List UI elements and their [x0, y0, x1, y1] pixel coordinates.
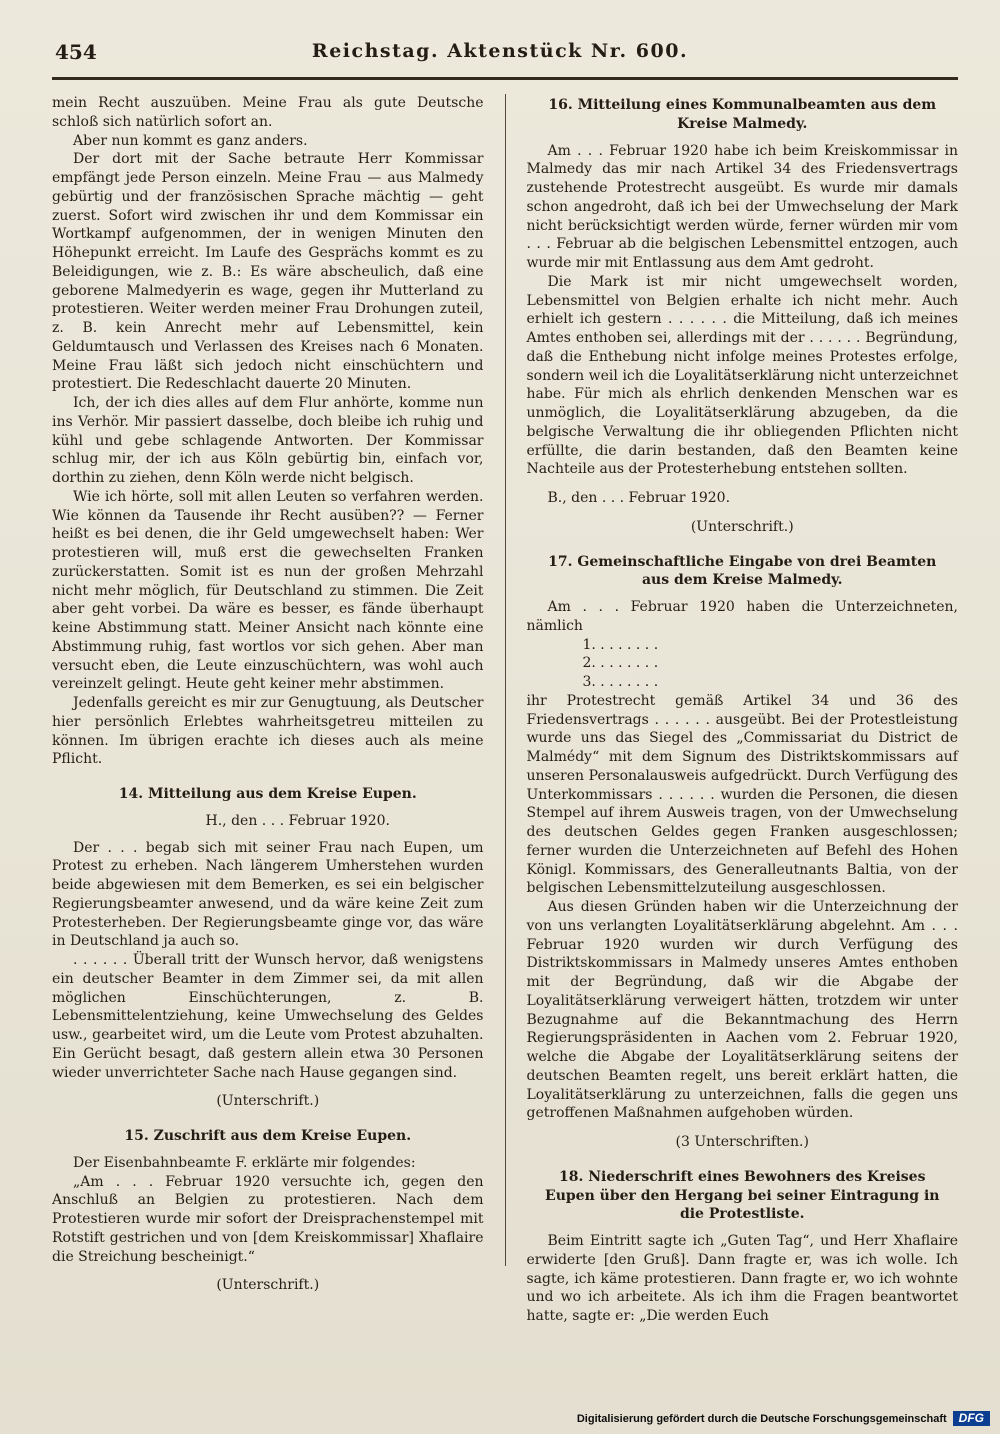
- page-number: 454: [55, 40, 97, 64]
- section-16-signature: (Unterschrift.): [690, 518, 794, 535]
- paragraph: Die Mark ist mir nicht umgewechselt worden, Lebensmittel von Belgien erhalte ich nicht mehr. Auch erhielt ich gestern . . . . . . die Mitteilung, daß ich meines Amtes enthoben sei, allerdings mit der . . . . . . Begründung, daß die Enthebung nicht infolge meines Protestes erfolge, sondern weil ich die Loyalitätserklärung nicht unterzeichnet habe. Für mich als ehrlich denkenden Menschen war es unmöglich, die Loyalitätserklärung abzugeben, da die belgische Verwaltung die ihr obliegenden Pflichten nicht erfüllte, die darin bestanden, daß den Beamten keine Nachteile aus der Protesterhebung entstehen sollten.: [526, 273, 958, 478]
- section-16-dateline: B., den . . . Februar 1920.: [547, 490, 731, 506]
- paragraph: mein Recht auszuüben. Meine Frau als gute Deutsche schloß sich natürlich sofort an.: [52, 95, 484, 130]
- footer-text: Digitalisierung gefördert durch die Deutsche Forschungsgemeinschaft: [576, 1412, 947, 1425]
- section-17-heading: 17. Gemeinschaftliche Eingabe von drei Beamten aus dem Kreise Malmedy.: [548, 553, 937, 589]
- section-17-signature: (3 Unterschriften.): [675, 1134, 809, 1150]
- paragraph: Beim Eintritt sagte ich „Guten Tag“, und Herr Xhaflaire erwiderte [den Gruß]. Dann fragte er, was ich wolle. Ich sagte, ich käme protestieren. Dann fragte er, wo ich wohnte und wo ich arbeitete. Als ich ihm die Fragen beantwortet hatte, sagte er: „Die werden Euch: [526, 1233, 958, 1324]
- section-14-signature: (Unterschrift.): [216, 1093, 320, 1110]
- section-15-signature: (Unterschrift.): [216, 1277, 320, 1294]
- paragraph: Der Eisenbahnbeamte F. erklärte mir folgendes:: [73, 1154, 416, 1171]
- section-14-heading: 14. Mitteilung aus dem Kreise Eupen.: [118, 786, 417, 802]
- right-column: [506, 94, 959, 1326]
- paragraph: . . . . . . Überall tritt der Wunsch hervor, daß wenigstens ein deutscher Beamter in dem Zimmer sei, da mit allen möglichen Einschüchterungen, z. B. Lebensmittelentziehung, keine Umwechselung des Geldes usw., gearbeitet wird, um die Leute vom Protest abzuhalten. Ein Gerücht besagt, daß gestern allein etwa 30 Personen wieder unverrichteter Sache nach Hause gegangen sind.: [52, 952, 484, 1081]
- page-header: [0, 0, 1000, 70]
- digitization-footer: [577, 1411, 990, 1426]
- list-item: 3. . . . . . . .: [582, 674, 659, 690]
- paragraph: Wie ich hörte, soll mit allen Leuten so verfahren werden. Wie können da Tausende ihr Recht ausüben?? — Ferner heißt es bei denen, die ihr Geld umgewechselt haben: Wer protestieren will, muß erst die gewechselten Franken zurückerstatten. Somit ist es nun der großen Mehrzahl nicht mehr möglich, für Deutschland zu stimmen. Die Zeit aber geht vorbei. Da wäre es besser, es fände überhaupt keine Abstimmung statt. Meiner Ansicht nach könnte eine Abstimmung ruhig, fast wortlos vor sich gehen. Aber man versucht eben, die Leute einzuschüchtern, was wohl auch vereinzelt gelingt. Heute geht keiner mehr abstimmen.: [52, 488, 484, 693]
- list-item: 2. . . . . . . .: [582, 655, 659, 672]
- two-column-body: [0, 80, 1000, 1326]
- paragraph: Jedenfalls gereicht es mir zur Genugtuung, als Deutscher hier persönlich Erlebtes wahrheitsgetreu mitteilen zu können. Im übrigen erachte ich dieses auch als meine Pflicht.: [52, 695, 484, 768]
- paragraph: Am . . . Februar 1920 habe ich beim Kreiskommissar in Malmedy das mir nach Artikel 34 des Friedensvertrags zustehende Protestrecht ausgeübt. Es wurde mir damals schon angedroht, daß ich bei der Umwechselung der Mark nicht berücksichtigt werden würde, ferner würden mir vom . . . Februar ab die belgischen Lebensmittel entzogen, auch wurde mir mit Entlassung aus dem Amt gedroht.: [526, 142, 958, 271]
- paragraph: Aber nun kommt es ganz anders.: [73, 132, 308, 149]
- paragraph: „Am . . . Februar 1920 versuchte ich, gegen den Anschluß an Belgien zu protestieren. Nach dem Protestieren wurde mir sofort der Dreisprachenstempel mit Rotstift gestrichen und von [dem Kreiskommissar] Xhaflaire die Streichung bescheinigt.“: [52, 1173, 484, 1265]
- paragraph: Ich, der ich dies alles auf dem Flur anhörte, komme nun ins Verhör. Mir passiert dasselbe, doch bleibe ich ruhig und kühl und gebe schlagende Antworten. Der Kommissar schlug mir, der ich aus Köln gebürtig bin, einfach vor, dorthin zu ziehen, denn Köln werde nicht belgisch.: [52, 395, 484, 486]
- list-item: 1. . . . . . . .: [582, 636, 659, 653]
- left-column: [52, 94, 505, 1326]
- paragraph: Am . . . Februar 1920 haben die Unterzeichneten, nämlich: [526, 599, 958, 634]
- dfg-logo: DFG: [953, 1411, 990, 1426]
- section-15-heading: 15. Zuschrift aus dem Kreise Eupen.: [124, 1128, 412, 1144]
- section-14-dateline: H., den . . . Februar 1920.: [205, 812, 390, 829]
- paragraph: ihr Protestrecht gemäß Artikel 34 und 36 des Friedensvertrags . . . . . . ausgeübt. Bei der Protestleistung wurde uns das Siegel des „Commissariat du District de Malmédy“ mit dem Signum des Distriktskommissars auf unseren Personalausweis aufgedrückt. Durch Verfügung des Unterkommissars . . . . . . wurden die Personen, die diesen Stempel auf ihrem Ausweis tragen, von der Umwechselung des deutschen Geldes gegen Franken ausgeschlossen; ferner wurden die Unterzeichneten auf Befehl des Hohen Königl. Kommissars, des Generalleutnants Baltia, von der belgischen Lebensmittelzuteilung ausgeschlossen.: [526, 692, 958, 897]
- section-16-heading: 16. Mitteilung eines Kommunalbeamten aus dem Kreise Malmedy.: [548, 97, 937, 132]
- section-18-heading: 18. Niederschrift eines Bewohners des Kreises Eupen über den Hergang bei seiner Eintragung in die Protestliste.: [545, 1168, 940, 1223]
- paragraph: Aus diesen Gründen haben wir die Unterzeichnung der von uns verlangten Loyalitätserklärung abgelehnt. Am . . . Februar 1920 wurden wir durch Verfügung des Distriktskommissars in Malmedy unseres Amtes enthoben mit der Begründung, daß wir die Abgabe der Loyalitätserklärung verweigert hätten, trotzdem wir unter Bezugnahme auf die Bekanntmachung des Herrn Regierungspräsidenten in Aachen vom 2. Februar 1920, welche die Abgabe der Loyalitätserklärung seitens der deutschen Beamten regelt, uns bereit erklärt hatten, die Loyalitätserklärung zu unterzeichnen, falls die gegen uns getroffenen Maßnahmen aufgehoben würden.: [526, 899, 958, 1122]
- paragraph: Der . . . begab sich mit seiner Frau nach Eupen, um Protest zu erheben. Nach längerem Umherstehen wurden beide abgewiesen mit dem Bemerken, es sei ein belgischer Regierungsbeamter anwesend, und da wäre keine Zeit zum Protesterheben. Der Regierungsbeamte ginge vor, das wäre in Deutschland ja auch so.: [52, 839, 484, 950]
- paragraph: Der dort mit der Sache betraute Herr Kommissar empfängt jede Person einzeln. Meine Frau — aus Malmedy gebürtig und der französischen Sprache mächtig — geht zuerst. Sofort wird zwischen ihr und dem Kommissar ein Wortkampf aufgenommen, der in wenigen Minuten den Höhepunkt erreicht. Im Laufe des Gesprächs kommt es zu Beleidigungen, wie z. B.: Es wäre abscheulich, daß eine geborene Malmedyerin es wage, gegen ihr Mutterland zu protestieren. Weiter werden meiner Frau Drohungen zuteil, z. B. kein Anrecht mehr auf Lebensmittel, kein Geldumtausch und Verlassen des Kreises nach 6 Monaten. Meine Frau läßt sich jedoch nicht einschüchtern und protestiert. Die Redeschlacht dauerte 20 Minuten.: [52, 151, 484, 393]
- journal-header-title: Reichstag. Aktenstück Nr. 600.: [311, 40, 689, 62]
